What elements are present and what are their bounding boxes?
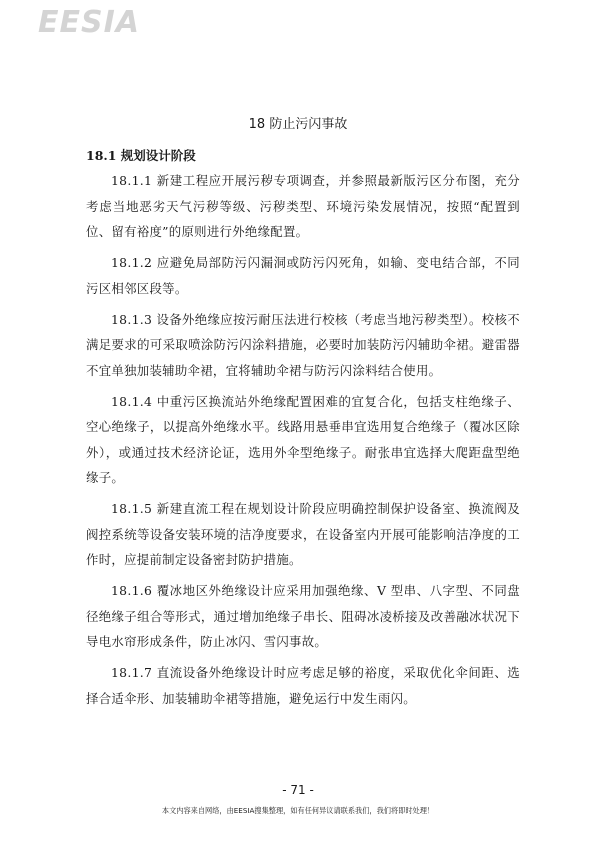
page-number: - 71 - (282, 783, 314, 797)
paragraph-18-1-3: 18.1.3 设备外绝缘应按污耐压法进行校核（考虑当地污秽类型）。校核不满足要求的可采取喷涂防污闪涂料措施，必要时加装防污闪辅助伞裙。避雷器不宜单独加装辅助伞裙，宜将辅助伞裙与防污闪涂料结合使用。 (86, 311, 520, 378)
section-heading: 18.1 规划设计阶段 (86, 148, 196, 163)
paragraph-18-1-5: 18.1.5 新建直流工程在规划设计阶段应明确控制保护设备室、换流阀及阀控系统等设备安装环境的洁净度要求，在设备室内开展可能影响洁净度的工作时，应提前制定设备密封防护措施。 (86, 501, 520, 567)
paragraph-18-1-2: 18.1.2 应避免局部防污闪漏洞或防污闪死角，如输、变电结合部，不同污区相邻区段等。 (86, 255, 520, 296)
paragraph-18-1-6: 18.1.6 覆冰地区外绝缘设计应采用加强绝缘、V 型串、八字型、不同盘径绝缘子组合等形式，通过增加绝缘子串长、阻碍冰凌桥接及改善融冰状况下导电水帘形成条件，防止冰闪、雪闪事故。 (86, 583, 520, 649)
document-body (86, 168, 520, 717)
eesia-logo: EESIA (38, 5, 140, 40)
paragraph-18-1-7: 18.1.7 直流设备外绝缘设计时应考虑足够的裕度，采取优化伞间距、选择合适伞形、加装辅助伞裙等措施，避免运行中发生雨闪。 (86, 665, 520, 706)
paragraph-18-1-4: 18.1.4 中重污区换流站外绝缘配置困难的宜复合化，包括支柱绝缘子、空心绝缘子，以提高外绝缘水平。线路用悬垂串宜选用复合绝缘子（覆冰区除外），或通过技术经济论证，选用外伞型绝缘子。耐张串宜选择大爬距盘型绝缘子。 (86, 393, 520, 485)
paragraph-18-1-1: 18.1.1 新建工程应开展污秽专项调查，并参照最新版污区分布图，充分考虑当地恶劣天气污秽等级、污秽类型、环境污染发展情况，按照“配置到位、留有裕度”的原则进行外绝缘配置。 (86, 173, 520, 239)
chapter-title: 18 防止污闪事故 (248, 117, 348, 132)
footer-disclaimer: 本文内容来自网络，由EESIA搜集整理，如有任何异议请联系我们，我们将即时处理！ (161, 806, 435, 815)
